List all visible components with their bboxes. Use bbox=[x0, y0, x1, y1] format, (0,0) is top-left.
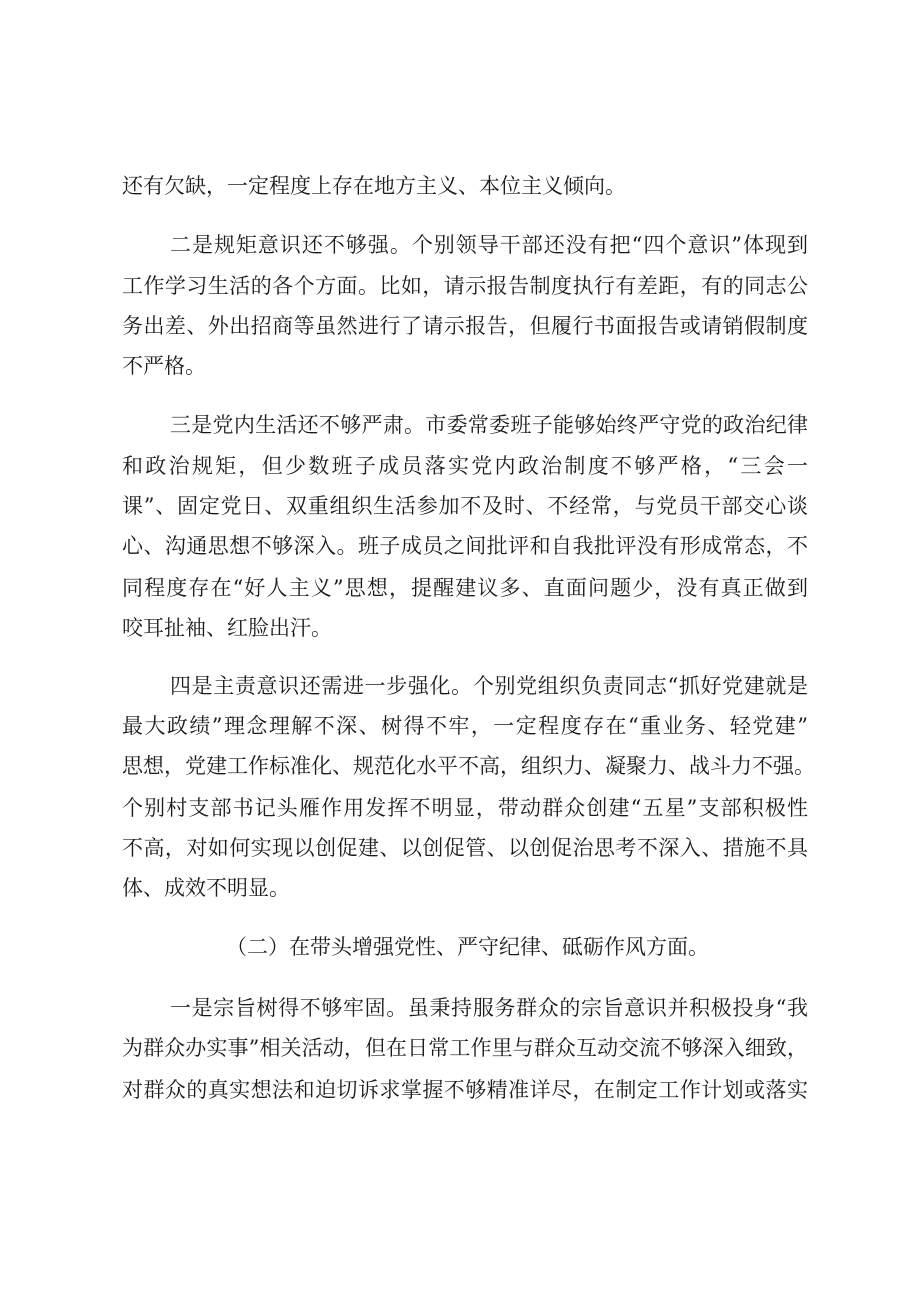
text-line: 务出差、外出招商等虽然进行了请示报告，但履行书面报告或请销假制度 bbox=[122, 314, 808, 338]
text-line: 还有欠缺，一定程度上存在地方主义、本位主义倾向。 bbox=[122, 174, 626, 198]
text-line: 对群众的真实想法和迫切诉求掌握不够精准详尽，在制定工作计划或落实 bbox=[122, 1078, 808, 1102]
text-line: 四是主责意识还需进一步强化。个别党组织负责同志“抓好党建就是 bbox=[170, 674, 808, 698]
text-line: 课”、固定党日、双重组织生活参加不及时、不经常，与党员干部交心谈 bbox=[122, 494, 808, 518]
text-line: 心、沟通思想不够深入。班子成员之间批评和自我批评没有形成常态，不 bbox=[122, 534, 808, 558]
text-line: 咬耳扯袖、红脸出汗。 bbox=[122, 616, 332, 640]
text-line: 体、成效不明显。 bbox=[122, 876, 290, 900]
text-line: 工作学习生活的各个方面。比如，请示报告制度执行有差距，有的同志公 bbox=[122, 274, 808, 298]
text-line: 和政治规矩，但少数班子成员落实党内政治制度不够严格，“三会一 bbox=[122, 454, 808, 478]
text-line: 最大政绩”理念理解不深、树得不牢，一定程度存在“重业务、轻党建” bbox=[122, 714, 808, 738]
section-heading: （二）在带头增强党性、严守纪律、砥砺作风方面。 bbox=[226, 935, 709, 959]
text-line: 一是宗旨树得不够牢固。虽秉持服务群众的宗旨意识并积极投身“我 bbox=[170, 996, 808, 1020]
text-line: 不严格。 bbox=[122, 354, 206, 378]
text-line: 不高，对如何实现以创促建、以创促管、以创促治思考不深入、措施不具 bbox=[122, 836, 808, 860]
text-line: 同程度存在“好人主义”思想，提醒建议多、直面问题少，没有真正做到 bbox=[122, 576, 808, 600]
text-line: 三是党内生活还不够严肃。市委常委班子能够始终严守党的政治纪律 bbox=[170, 413, 808, 437]
text-line: 思想，党建工作标准化、规范化水平不高，组织力、凝聚力、战斗力不强。 bbox=[122, 754, 815, 778]
text-line: 二是规矩意识还不够强。个别领导干部还没有把“四个意识”体现到 bbox=[170, 233, 808, 257]
text-line: 为群众办实事”相关活动，但在日常工作里与群众互动交流不够深入细致， bbox=[122, 1036, 808, 1060]
text-line: 个别村支部书记头雁作用发挥不明显，带动群众创建“五星”支部积极性 bbox=[122, 796, 808, 820]
